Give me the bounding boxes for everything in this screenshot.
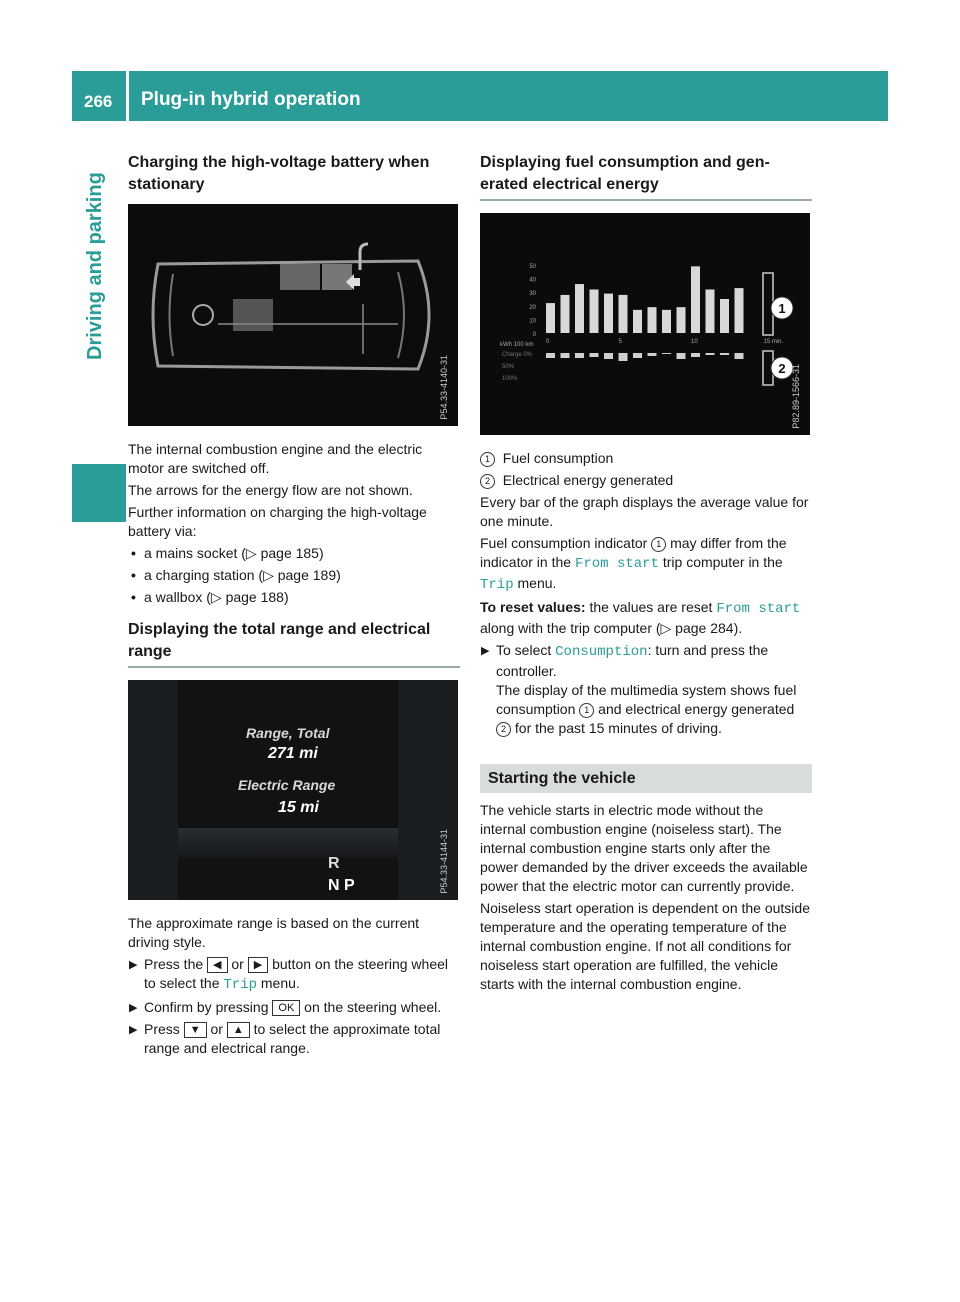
paragraph: The internal combustion engine and the electric motor are switched off. [128,441,423,476]
side-tab-marker [72,464,126,522]
list-item: • a mains socket (▷ page 185) [128,544,460,563]
electric-range-label: Electric Range [238,777,336,793]
fuel-bar [662,310,671,333]
fuel-bar [677,307,686,333]
right-column [480,152,812,997]
callout-number-2-icon: 2 [480,474,495,489]
energy-bar [648,353,657,356]
energy-bar [633,353,642,358]
fuel-bar [706,289,715,333]
energy-bar [735,353,744,359]
right-arrow-key-icon: ▶ [248,957,268,973]
paragraph: The vehicle starts in electric mode without the internal combustion engine (noiseless start). The internal combustion engine starts only after the power demanded by the driver exceeds the available power that the electric motor can currently provide. [480,802,808,894]
section-heading-starting: Starting the vehicle [480,764,812,793]
energy-bar [590,353,599,357]
left-column [128,152,460,1061]
electric-range-value: 15 mi [278,799,319,816]
paragraph: Further information on charging the high-voltage battery via: [128,504,427,539]
fuel-bar [633,310,642,333]
energy-bar [546,353,555,358]
section-heading-consumption: Displaying fuel consumption and generated electrical energy [480,152,812,201]
list-item: • a charging station (▷ page 189) [128,566,460,585]
car-diagram-image [128,204,458,426]
x-tick-label: 5 [618,339,622,345]
y-tick-label: 10 [529,318,536,325]
consumption-chart [480,213,810,435]
image-code: P82.89-1566-31 [791,364,801,429]
fuel-bar [590,289,599,333]
fuel-bar [604,294,613,333]
side-tab-label: Driving and parking [84,172,106,360]
energy-bar [575,353,584,358]
energy-bar [619,353,628,361]
energy-bar [691,353,700,357]
callout-2: 2 Electrical energy generated [480,471,812,490]
fuel-bar [619,295,628,333]
callout-number-2: 2 [778,361,786,376]
callout-number-1: 1 [778,301,786,316]
energy-bar [720,353,729,355]
energy-bar [706,353,715,355]
fuel-bar [575,284,584,333]
x-tick-label: 10 [691,339,698,345]
callout-number-1-icon: 1 [480,452,495,467]
down-arrow-key-icon: ▼ [184,1022,207,1038]
paragraph: Noiseless start operation is dependent on the outside temperature and the operating temperature of the internal combustion engine. If not all conditions for noiseless start operation are fulfilled, the vehicle starts with the internal combustion engine. [480,900,810,992]
energy-bar [662,353,671,354]
range-display-image [128,680,458,900]
paragraph: The approximate range is based on the current driving style. [128,915,420,950]
energy-bar [677,353,686,359]
section-heading-charging: Charging the high-voltage battery when stationary [128,154,430,193]
x-tick-label: 15 min. [763,339,784,345]
fuel-bar [691,266,700,333]
page-title: Plug-in hybrid operation [141,89,361,110]
section-heading-range: Displaying the total range and electrical range [128,619,460,668]
energy-scale-label: 100% [502,376,518,382]
energy-bar [604,353,613,359]
fuel-bar [546,303,555,333]
instruction-step: ▶ Confirm by pressing OK on the steering wheel. [128,998,460,1017]
energy-bar [561,353,570,358]
range-total-label: Range, Total [246,725,330,741]
energy-scale-label: 50% [502,364,515,370]
gear-np: N P [328,877,355,894]
fuel-bar [735,288,744,333]
energy-scale-label: Charge 0% [502,352,533,358]
left-arrow-key-icon: ◀ [207,957,227,973]
instruction-step: ▶ Press ▼ or ▲ to select the approximate total range and electrical range. [128,1020,460,1058]
callout-1: 1 Fuel consumption [480,449,812,468]
header-separator [126,71,129,121]
gear-r: R [328,855,340,872]
ok-key-icon: OK [272,1000,300,1016]
y-tick-label: 30 [529,291,536,298]
page-number: 266 [84,92,113,111]
paragraph-reset: To reset values: the values are reset From start along with the trip computer (▷ page 284). [480,599,801,636]
paragraph: Fuel consumption indicator 1 may differ from the indicator in the From start trip computer in the Trip menu. [480,535,787,593]
image-code: P54.33-4140-31 [439,355,449,420]
unit-label: kWh 100 km [500,342,534,348]
car-outline-icon [128,204,458,426]
fuel-bar [561,295,570,333]
consumption-chart-image [480,213,810,435]
x-tick-label: 0 [546,339,550,345]
y-tick-label: 20 [529,304,536,311]
y-tick-label: 0 [532,332,536,338]
image-code: P54.33-4144-31 [439,829,449,894]
fuel-bar [720,299,729,333]
y-tick-label: 40 [529,277,536,284]
up-arrow-key-icon: ▲ [227,1022,250,1038]
y-tick-label: 50 [529,264,536,270]
list-item: • a wallbox (▷ page 188) [128,588,460,607]
paragraph: The arrows for the energy flow are not shown. [128,482,413,498]
instruction-step: ▶ Press the ◀ or ▶ button on the steering wheel to select the Trip menu. [128,955,460,995]
paragraph: Every bar of the graph displays the average value for one minute. [480,494,809,529]
range-total-value: 271 mi [268,745,318,762]
fuel-bar [648,307,657,333]
instruction-step: ▶ To select Consumption: turn and press the controller. The display of the multimedia system shows fuel consumption 1 and electrical energy generated 2 for the past 15 minutes of driving. [480,641,812,738]
